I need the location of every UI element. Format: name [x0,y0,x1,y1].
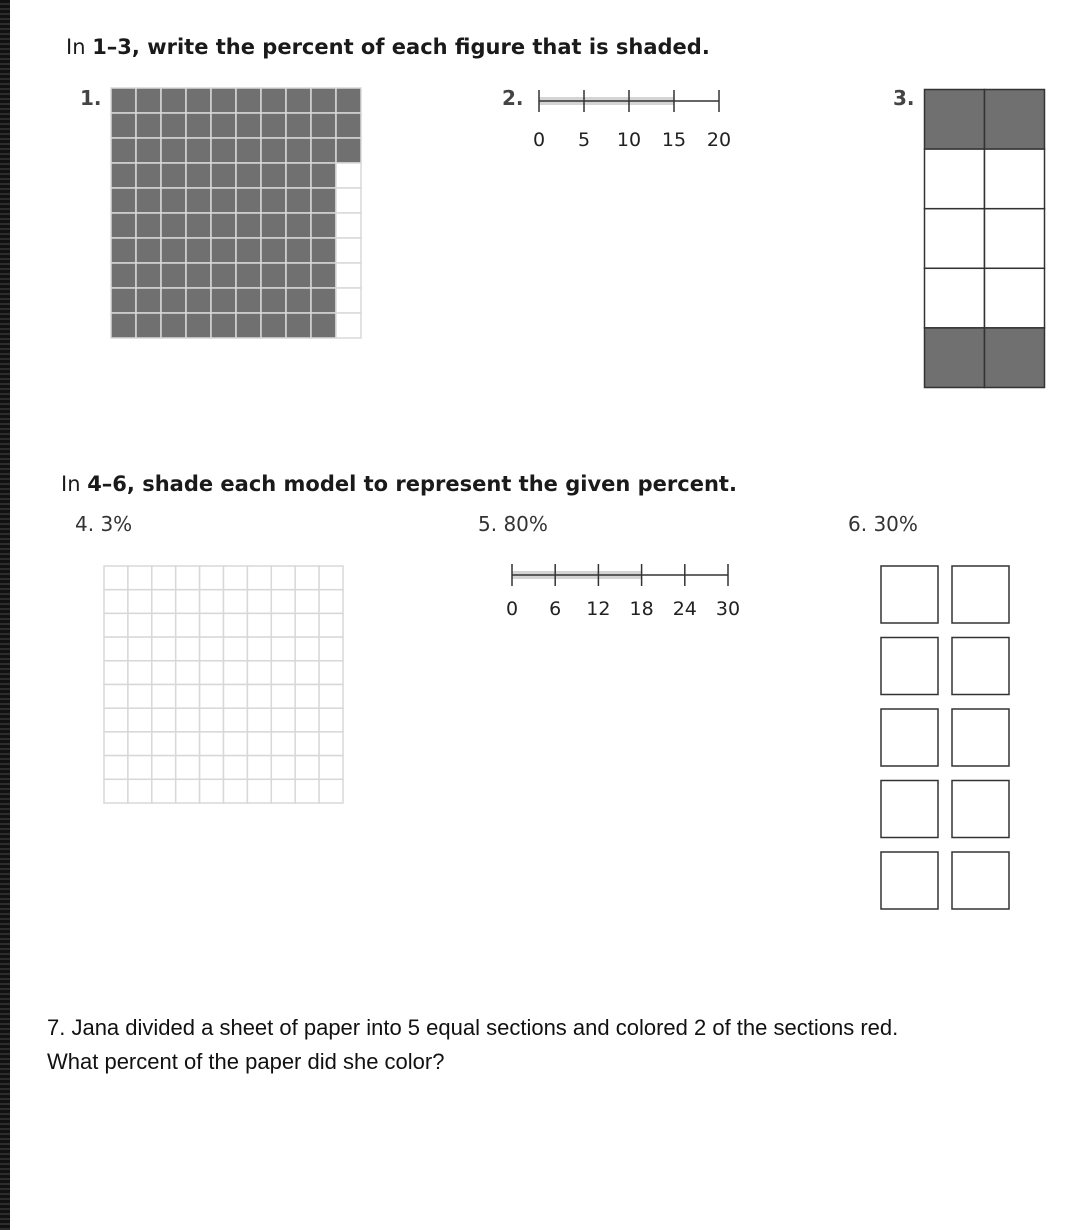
grid-cell-shaded [161,288,186,313]
grid-cell[interactable] [224,685,248,709]
grid-cell[interactable] [247,708,271,732]
grid-cell-shaded [161,113,186,138]
grid-cell[interactable] [104,590,128,614]
problem-4-hundred-grid[interactable] [104,566,344,804]
grid-cell-shaded [261,313,286,338]
grid-cell[interactable] [200,779,224,803]
grid-cell-shaded [311,163,336,188]
strip-cell-shaded [985,328,1045,388]
grid-cell-shaded [186,313,211,338]
tick-label: 0 [532,129,546,151]
model-box[interactable] [952,781,1009,838]
grid-cell [336,163,361,188]
problem-1-number: 1. [80,86,102,110]
grid-cell[interactable] [247,566,271,590]
grid-cell[interactable] [128,685,152,709]
grid-cell-shaded [186,213,211,238]
problem-5-label: 5. 80% [478,512,548,536]
grid-cell[interactable] [224,756,248,780]
grid-cell-shaded [286,313,311,338]
tick-label: 5 [577,129,591,151]
grid-cell[interactable] [271,613,295,637]
grid-cell-shaded [211,238,236,263]
grid-cell-shaded [311,113,336,138]
grid-cell[interactable] [271,661,295,685]
grid-cell-shaded [211,313,236,338]
grid-cell-shaded [236,113,261,138]
grid-cell-shaded [111,263,136,288]
grid-cell [336,213,361,238]
problem-3-strip-model [924,89,1045,388]
model-box[interactable] [881,781,938,838]
grid-cell[interactable] [271,590,295,614]
strip-cell [925,149,985,209]
grid-cell[interactable] [319,566,343,590]
grid-cell-shaded [186,238,211,263]
grid-cell[interactable] [224,708,248,732]
grid-cell-shaded [136,88,161,113]
grid-cell[interactable] [295,637,319,661]
grid-cell[interactable] [104,566,128,590]
grid-cell[interactable] [319,708,343,732]
grid-cell[interactable] [152,661,176,685]
grid-cell[interactable] [176,566,200,590]
question-7-line-2: What percent of the paper did she color? [47,1049,445,1074]
model-box[interactable] [952,852,1009,909]
grid-cell[interactable] [319,732,343,756]
strip-cell-shaded [925,328,985,388]
grid-cell[interactable] [200,661,224,685]
grid-cell-shaded [286,188,311,213]
grid-cell[interactable] [176,779,200,803]
grid-cell-shaded [286,113,311,138]
grid-cell[interactable] [247,661,271,685]
grid-cell[interactable] [247,590,271,614]
model-box[interactable] [881,638,938,695]
grid-cell[interactable] [176,590,200,614]
grid-cell[interactable] [104,779,128,803]
grid-cell-shaded [311,88,336,113]
grid-cell[interactable] [271,708,295,732]
grid-cell-shaded [311,138,336,163]
tick-label: 0 [505,598,519,620]
grid-cell-shaded [136,163,161,188]
grid-cell-shaded [186,138,211,163]
grid-cell-shaded [111,88,136,113]
grid-cell-shaded [136,313,161,338]
grid-cell[interactable] [200,590,224,614]
grid-cell[interactable] [176,708,200,732]
problem-4-label: 4. 3% [75,512,133,536]
grid-cell[interactable] [319,637,343,661]
model-box[interactable] [952,709,1009,766]
grid-cell-shaded [111,138,136,163]
grid-cell[interactable] [128,637,152,661]
grid-cell[interactable] [200,685,224,709]
grid-cell-shaded [311,263,336,288]
grid-cell-shaded [261,263,286,288]
model-box[interactable] [881,709,938,766]
grid-cell-shaded [136,113,161,138]
tick-label: 24 [672,598,697,620]
strip-cell-shaded [925,90,985,150]
grid-cell[interactable] [224,637,248,661]
tick-label: 10 [616,129,642,151]
grid-cell[interactable] [295,708,319,732]
grid-cell-shaded [186,88,211,113]
grid-cell[interactable] [224,590,248,614]
grid-cell[interactable] [176,661,200,685]
grid-cell-shaded [136,238,161,263]
grid-cell-shaded [236,238,261,263]
grid-cell-shaded [211,263,236,288]
grid-cell[interactable] [200,708,224,732]
model-box[interactable] [952,638,1009,695]
grid-cell-shaded [286,88,311,113]
problem-1-hundred-grid [111,88,362,339]
grid-cell[interactable] [224,566,248,590]
section-2-heading: In 4–6, shade each model to represent the given percent. [61,472,737,496]
grid-cell-shaded [186,163,211,188]
grid-cell-shaded [311,188,336,213]
tick-label: 15 [661,129,687,151]
grid-cell-shaded [286,263,311,288]
grid-cell-shaded [311,213,336,238]
grid-cell-shaded [286,163,311,188]
grid-cell[interactable] [104,732,128,756]
grid-cell[interactable] [200,732,224,756]
grid-cell-shaded [261,113,286,138]
grid-cell[interactable] [128,590,152,614]
grid-cell[interactable] [295,566,319,590]
grid-cell[interactable] [295,756,319,780]
grid-cell[interactable] [247,613,271,637]
grid-cell[interactable] [224,732,248,756]
grid-cell-shaded [236,163,261,188]
grid-cell[interactable] [200,637,224,661]
grid-cell-shaded [111,313,136,338]
grid-cell-shaded [336,88,361,113]
grid-cell-shaded [161,263,186,288]
grid-cell[interactable] [128,779,152,803]
grid-cell-shaded [186,263,211,288]
problem-5-number-line[interactable] [511,563,729,589]
problem-2-number: 2. [502,86,524,110]
grid-cell-shaded [186,188,211,213]
grid-cell[interactable] [247,779,271,803]
grid-cell[interactable] [247,756,271,780]
grid-cell[interactable] [104,613,128,637]
tick-label: 18 [629,598,654,620]
model-box[interactable] [952,566,1009,623]
question-7-line-1: 7. Jana divided a sheet of paper into 5 equal sections and colored 2 of the sections red. [47,1015,899,1040]
grid-cell-shaded [311,238,336,263]
grid-cell [336,288,361,313]
grid-cell-shaded [261,138,286,163]
grid-cell[interactable] [152,732,176,756]
grid-cell-shaded [286,138,311,163]
grid-cell[interactable] [224,613,248,637]
grid-cell-shaded [161,163,186,188]
grid-cell[interactable] [271,637,295,661]
grid-cell[interactable] [152,756,176,780]
grid-cell[interactable] [271,779,295,803]
grid-cell-shaded [211,213,236,238]
grid-cell-shaded [261,188,286,213]
grid-cell-shaded [236,138,261,163]
grid-cell[interactable] [176,637,200,661]
grid-cell[interactable] [295,779,319,803]
tick-label: 12 [586,598,611,620]
grid-cell-shaded [211,138,236,163]
grid-cell-shaded [161,88,186,113]
grid-cell-shaded [161,313,186,338]
grid-cell[interactable] [319,779,343,803]
grid-cell-shaded [261,163,286,188]
grid-cell[interactable] [152,590,176,614]
question-7 [47,1011,1057,1079]
grid-cell-shaded [211,188,236,213]
grid-cell[interactable] [128,708,152,732]
grid-cell-shaded [236,188,261,213]
grid-cell-shaded [111,288,136,313]
problem-6-box-model[interactable] [880,565,1010,909]
grid-cell-shaded [236,288,261,313]
grid-cell-shaded [236,313,261,338]
grid-cell[interactable] [176,732,200,756]
grid-cell[interactable] [104,685,128,709]
grid-cell-shaded [136,263,161,288]
grid-cell[interactable] [176,613,200,637]
grid-cell[interactable] [128,756,152,780]
grid-cell-shaded [136,213,161,238]
grid-cell-shaded [211,113,236,138]
tick-label: 6 [549,598,562,620]
grid-cell[interactable] [104,756,128,780]
grid-cell-shaded [236,88,261,113]
grid-cell[interactable] [200,566,224,590]
grid-cell[interactable] [128,613,152,637]
grid-cell-shaded [161,238,186,263]
grid-cell-shaded [311,313,336,338]
strip-cell [985,268,1045,328]
grid-cell[interactable] [104,708,128,732]
grid-cell[interactable] [152,637,176,661]
grid-cell[interactable] [152,685,176,709]
strip-cell-shaded [985,90,1045,150]
grid-cell[interactable] [176,685,200,709]
grid-cell[interactable] [271,566,295,590]
grid-cell-shaded [136,188,161,213]
problem-6-label: 6. 30% [848,512,918,536]
grid-cell[interactable] [319,685,343,709]
grid-cell-shaded [336,113,361,138]
grid-cell [336,238,361,263]
grid-cell[interactable] [152,779,176,803]
grid-cell-shaded [211,163,236,188]
grid-cell-shaded [186,288,211,313]
grid-cell-shaded [261,88,286,113]
problem-2-number-line [538,89,720,113]
grid-cell-shaded [111,113,136,138]
grid-cell-shaded [111,213,136,238]
grid-cell[interactable] [319,661,343,685]
grid-cell-shaded [111,163,136,188]
grid-cell-shaded [186,113,211,138]
grid-cell-shaded [211,88,236,113]
problem-3-number: 3. [893,86,915,110]
grid-cell[interactable] [104,661,128,685]
grid-cell-shaded [236,213,261,238]
section-1-heading: In 1–3, write the percent of each figure that is shaded. [66,35,710,59]
grid-cell[interactable] [271,732,295,756]
grid-cell[interactable] [224,661,248,685]
grid-cell[interactable] [295,590,319,614]
model-box[interactable] [881,566,938,623]
page-edge-strip [0,0,10,1230]
grid-cell[interactable] [128,661,152,685]
grid-cell[interactable] [200,756,224,780]
grid-cell-shaded [261,288,286,313]
grid-cell-shaded [236,263,261,288]
strip-cell [925,209,985,269]
grid-cell-shaded [286,213,311,238]
grid-cell [336,313,361,338]
grid-cell[interactable] [104,637,128,661]
strip-cell [985,149,1045,209]
grid-cell-shaded [136,288,161,313]
grid-cell[interactable] [271,756,295,780]
grid-cell-shaded [336,138,361,163]
grid-cell [336,188,361,213]
grid-cell[interactable] [152,566,176,590]
tick-label: 30 [715,598,741,620]
grid-cell-shaded [286,238,311,263]
grid-cell[interactable] [319,756,343,780]
grid-cell-shaded [111,238,136,263]
grid-cell[interactable] [247,685,271,709]
strip-cell [925,268,985,328]
grid-cell[interactable] [247,732,271,756]
model-box[interactable] [881,852,938,909]
grid-cell[interactable] [319,613,343,637]
grid-cell-shaded [161,213,186,238]
grid-cell[interactable] [224,779,248,803]
grid-cell-shaded [161,188,186,213]
grid-cell[interactable] [319,590,343,614]
grid-cell-shaded [136,138,161,163]
grid-cell-shaded [261,238,286,263]
grid-cell[interactable] [295,613,319,637]
grid-cell[interactable] [152,708,176,732]
grid-cell[interactable] [128,732,152,756]
grid-cell[interactable] [295,732,319,756]
grid-cell-shaded [311,288,336,313]
grid-cell[interactable] [152,613,176,637]
grid-cell-shaded [211,288,236,313]
grid-cell-shaded [261,213,286,238]
tick-label: 20 [706,129,732,151]
grid-cell[interactable] [247,637,271,661]
grid-cell[interactable] [200,613,224,637]
grid-cell-shaded [111,188,136,213]
strip-cell [985,209,1045,269]
grid-cell[interactable] [295,661,319,685]
grid-cell-shaded [161,138,186,163]
grid-cell-shaded [286,288,311,313]
grid-cell [336,263,361,288]
grid-cell[interactable] [295,685,319,709]
grid-cell[interactable] [176,756,200,780]
grid-cell[interactable] [128,566,152,590]
grid-cell[interactable] [271,685,295,709]
